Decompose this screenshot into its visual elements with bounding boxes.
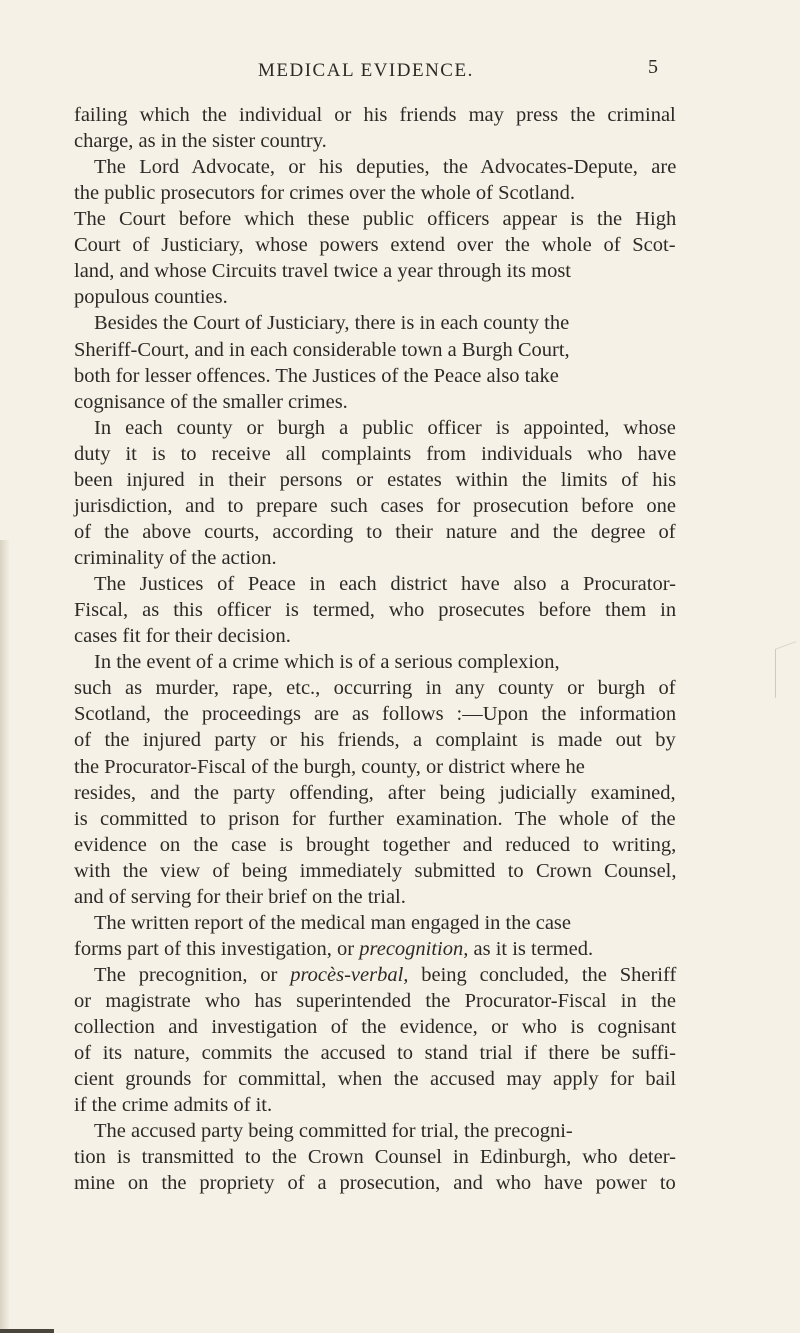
text-line: tion is transmitted to the Crown Counsel in Edinburgh, who deter- [74, 1146, 676, 1169]
text-line: both for lesser offences. The Justices of the Peace also take [74, 364, 559, 387]
text-line: The Court before which these public officers appear is the High [74, 208, 677, 231]
text-line: is committed to prison for further examination. The whole of the [74, 807, 676, 830]
text-line: of its nature, commits the accused to stand trial if there be suffi- [74, 1042, 676, 1065]
text-line: failing which the individual or his friends may press the criminal [74, 104, 676, 126]
text-line: The accused party being committed for trial, the precogni- [94, 1120, 573, 1143]
text-line: The precognition, or procès-verbal, being concluded, the Sheriff [94, 963, 677, 986]
text-line: the Procurator-Fiscal of the burgh, county, or district where he [74, 755, 585, 778]
text-line: Besides the Court of Justiciary, there is in each county the [94, 312, 570, 335]
text-line: Sheriff-Court, and in each considerable town a Burgh Court, [74, 338, 570, 361]
text-line: if the crime admits of it. [74, 1094, 273, 1117]
running-title: MEDICAL EVIDENCE. [258, 60, 474, 81]
text-line: and of serving for their brief on the trial. [74, 885, 406, 908]
text-line: cient grounds for committal, when the accused may apply for bail [74, 1068, 677, 1091]
text-line: Court of Justiciary, whose powers extend over the whole of Scot- [74, 234, 676, 257]
text-line: the public prosecutors for crimes over the whole of Scotland. [74, 182, 575, 205]
text-line: collection and investigation of the evidence, or who is cognisant [74, 1016, 677, 1039]
text-line: forms part of this investigation, or precognition, as it is termed. [74, 937, 594, 960]
text-line: been injured in their persons or estates within the limits of his [74, 468, 677, 491]
margin-mark [775, 641, 796, 698]
text-line: duty it is to receive all complaints from individuals who have [74, 442, 677, 465]
text-line: Fiscal, as this officer is termed, who prosecutes before them in [74, 599, 677, 622]
page-shadow [0, 540, 10, 1333]
text-line: The written report of the medical man engaged in the case [94, 911, 571, 934]
text-line: charge, as in the sister country. [74, 130, 327, 153]
text-line: of the injured party or his friends, a complaint is made out by [74, 729, 676, 752]
page-number: 5 [648, 56, 658, 78]
text-line: cognisance of the smaller crimes. [74, 390, 348, 413]
text-line: evidence on the case is brought together and reduced to writing, [74, 833, 677, 856]
text-line: such as murder, rape, etc., occurring in any county or burgh of [74, 677, 676, 700]
text-line: with the view of being immediately submitted to Crown Counsel, [74, 859, 677, 882]
text-line: mine on the propriety of a prosecution, and who have power to [74, 1172, 676, 1195]
running-head [0, 56, 800, 88]
text-line: criminality of the action. [74, 547, 277, 570]
text-line: Scotland, the proceedings are as follows :—Upon the information [74, 703, 677, 726]
text-line: populous counties. [74, 286, 228, 309]
text-line: cases fit for their decision. [74, 625, 291, 648]
text-line: or magistrate who has superintended the Procurator-Fiscal in the [74, 990, 677, 1013]
text-line: jurisdiction, and to prepare such cases for prosecution before one [74, 494, 676, 517]
page-edge [0, 1329, 54, 1333]
text-line: The Lord Advocate, or his deputies, the Advocates-Depute, are [94, 156, 677, 179]
text-line: land, and whose Circuits travel twice a year through its most [74, 260, 572, 283]
text-line: resides, and the party offending, after being judicially examined, [74, 781, 676, 804]
text-line: The Justices of Peace in each district have also a Procurator- [94, 573, 676, 596]
text-line: of the above courts, according to their nature and the degree of [74, 520, 676, 543]
text-line: In the event of a crime which is of a serious complexion, [94, 651, 560, 674]
text-line: In each county or burgh a public officer is appointed, whose [94, 416, 676, 439]
